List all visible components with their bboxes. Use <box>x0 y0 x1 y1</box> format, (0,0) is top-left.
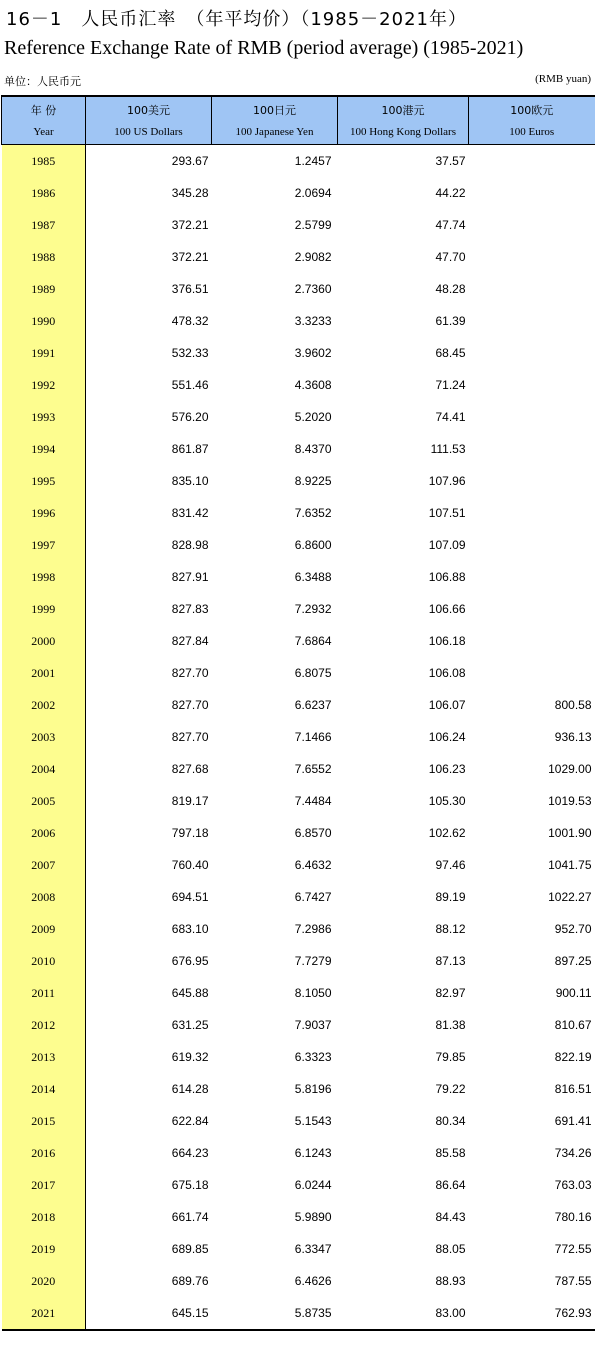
cell-usd: 675.18 <box>171 1178 209 1192</box>
cell-hkd: 86.64 <box>435 1178 466 1192</box>
cell-hkd: 37.57 <box>435 154 466 168</box>
cell-jpy: 6.1243 <box>294 1146 332 1160</box>
column-header-hkd-en: 100 Hong Kong Dollars <box>349 125 457 138</box>
table-row <box>2 433 595 465</box>
cell-hkd: 106.24 <box>428 730 466 744</box>
cell-year: 1985 <box>2 145 86 178</box>
cell-jpy: 7.1466 <box>294 730 332 744</box>
cell-usd: 861.87 <box>171 442 209 456</box>
cell-eur <box>469 209 595 241</box>
cell-eur: 1029.00 <box>548 762 592 776</box>
cell-usd: 614.28 <box>171 1082 209 1096</box>
cell-year: 1998 <box>2 561 86 593</box>
cell-hkd: 89.19 <box>435 890 466 904</box>
table-row <box>2 625 595 657</box>
cell-jpy: 5.1543 <box>294 1114 332 1128</box>
cell-usd: 827.68 <box>171 762 209 776</box>
cell-eur: 763.03 <box>554 1178 592 1192</box>
table-row <box>2 1009 595 1041</box>
cell-usd: 372.21 <box>171 250 209 264</box>
column-header-jpy-en: 100 Japanese Yen <box>235 125 314 138</box>
cell-eur: 1001.90 <box>548 826 592 840</box>
column-header-year <box>2 96 86 145</box>
table-row <box>2 1265 595 1297</box>
cell-jpy: 8.1050 <box>294 986 332 1000</box>
cell-usd: 345.28 <box>171 186 209 200</box>
cell-eur: 787.55 <box>554 1274 592 1288</box>
cell-hkd: 111.53 <box>430 442 466 456</box>
cell-year: 2009 <box>2 913 86 945</box>
cell-eur <box>469 593 595 625</box>
cell-hkd: 105.30 <box>428 794 466 808</box>
cell-hkd: 88.05 <box>435 1242 466 1256</box>
table-row <box>2 209 595 241</box>
cell-year: 1989 <box>2 273 86 305</box>
cell-eur <box>469 657 595 689</box>
table-row <box>2 657 595 689</box>
cell-hkd: 79.22 <box>435 1082 466 1096</box>
cell-hkd: 106.88 <box>428 570 466 584</box>
cell-hkd: 107.51 <box>428 506 466 520</box>
cell-eur: 952.70 <box>554 922 592 936</box>
cell-eur: 810.67 <box>554 1018 592 1032</box>
cell-hkd: 61.39 <box>435 314 466 328</box>
cell-eur <box>469 529 595 561</box>
cell-year: 1997 <box>2 529 86 561</box>
column-header-eur-en: 100 Euros <box>509 125 555 138</box>
cell-eur <box>469 497 595 529</box>
cell-jpy: 8.9225 <box>294 474 332 488</box>
cell-usd: 372.21 <box>171 218 209 232</box>
table-body <box>2 145 595 1331</box>
table-row <box>2 241 595 273</box>
cell-jpy: 3.9602 <box>294 346 332 360</box>
column-header-usd-en: 100 US Dollars <box>114 125 183 138</box>
column-header-jpy <box>212 96 338 145</box>
cell-usd: 827.70 <box>171 730 209 744</box>
cell-year: 1988 <box>2 241 86 273</box>
table-header-row <box>2 96 595 145</box>
cell-jpy: 2.0694 <box>294 186 332 200</box>
unit-label-en: (RMB yuan) <box>535 73 591 85</box>
cell-year: 1986 <box>2 177 86 209</box>
cell-usd: 683.10 <box>171 922 209 936</box>
table-row <box>2 849 595 881</box>
cell-jpy: 7.2932 <box>294 602 332 616</box>
cell-hkd: 106.23 <box>428 762 466 776</box>
column-header-eur-cn: 100欧元 <box>510 103 554 117</box>
column-header-year-cn: 年 份 <box>30 103 57 117</box>
table-row <box>2 1233 595 1265</box>
cell-hkd: 80.34 <box>435 1114 466 1128</box>
cell-usd: 293.67 <box>171 154 209 168</box>
cell-usd: 676.95 <box>171 954 209 968</box>
table-row <box>2 401 595 433</box>
cell-hkd: 74.41 <box>435 410 466 424</box>
cell-eur: 1019.53 <box>548 794 592 808</box>
cell-usd: 760.40 <box>171 858 209 872</box>
cell-eur: 1022.27 <box>548 890 592 904</box>
cell-jpy: 5.8196 <box>294 1082 332 1096</box>
cell-year: 1999 <box>2 593 86 625</box>
cell-jpy: 8.4370 <box>294 442 332 456</box>
cell-usd: 376.51 <box>171 282 209 296</box>
cell-eur: 936.13 <box>554 730 592 744</box>
cell-hkd: 106.08 <box>428 666 466 680</box>
table-row <box>2 1137 595 1169</box>
cell-usd: 694.51 <box>171 890 209 904</box>
cell-year: 2019 <box>2 1233 86 1265</box>
cell-eur: 897.25 <box>554 954 592 968</box>
cell-usd: 835.10 <box>171 474 209 488</box>
table-row <box>2 145 595 178</box>
column-header-year-en: Year <box>33 125 54 138</box>
cell-year: 1995 <box>2 465 86 497</box>
cell-jpy: 7.6352 <box>294 506 332 520</box>
cell-usd: 622.84 <box>171 1114 209 1128</box>
cell-eur: 816.51 <box>554 1082 592 1096</box>
cell-jpy: 5.8735 <box>212 1297 338 1330</box>
cell-usd: 664.23 <box>171 1146 209 1160</box>
cell-year: 2020 <box>2 1265 86 1297</box>
cell-eur <box>469 273 595 305</box>
column-header-usd <box>86 96 212 145</box>
column-header-eur <box>469 96 595 145</box>
table-row <box>2 1041 595 1073</box>
column-header-hkd <box>338 96 469 145</box>
cell-jpy: 7.2986 <box>294 922 332 936</box>
column-header-usd-cn: 100美元 <box>127 103 170 117</box>
column-header-jpy-cn: 100日元 <box>253 103 296 117</box>
cell-year: 2010 <box>2 945 86 977</box>
cell-eur: 734.26 <box>554 1146 592 1160</box>
cell-hkd: 97.46 <box>435 858 466 872</box>
cell-usd: 797.18 <box>171 826 209 840</box>
cell-usd: 645.15 <box>86 1297 212 1330</box>
cell-year: 2012 <box>2 1009 86 1041</box>
cell-usd: 828.98 <box>171 538 209 552</box>
cell-year: 2002 <box>2 689 86 721</box>
cell-hkd: 106.18 <box>428 634 466 648</box>
cell-jpy: 6.8075 <box>294 666 332 680</box>
table-row <box>2 177 595 209</box>
cell-year: 1987 <box>2 209 86 241</box>
cell-jpy: 7.4484 <box>294 794 332 808</box>
cell-usd: 631.25 <box>171 1018 209 1032</box>
table-row <box>2 721 595 753</box>
cell-usd: 831.42 <box>171 506 209 520</box>
cell-hkd: 44.22 <box>435 186 466 200</box>
cell-jpy: 6.3347 <box>294 1242 332 1256</box>
cell-jpy: 7.7279 <box>294 954 332 968</box>
cell-year: 1992 <box>2 369 86 401</box>
cell-year: 2004 <box>2 753 86 785</box>
cell-hkd: 88.93 <box>435 1274 466 1288</box>
table-row <box>2 561 595 593</box>
cell-hkd: 71.24 <box>435 378 466 392</box>
cell-usd: 645.88 <box>171 986 209 1000</box>
cell-usd: 478.32 <box>171 314 209 328</box>
table-row <box>2 497 595 529</box>
table-row <box>2 1201 595 1233</box>
cell-eur <box>469 561 595 593</box>
table-row <box>2 369 595 401</box>
cell-jpy: 1.2457 <box>294 154 332 168</box>
cell-year: 2005 <box>2 785 86 817</box>
cell-year: 2006 <box>2 817 86 849</box>
cell-year: 1994 <box>2 433 86 465</box>
cell-jpy: 6.4632 <box>294 858 332 872</box>
cell-jpy: 7.6552 <box>294 762 332 776</box>
cell-jpy: 6.7427 <box>294 890 332 904</box>
cell-hkd: 83.00 <box>338 1297 469 1330</box>
cell-usd: 819.17 <box>171 794 209 808</box>
cell-hkd: 106.66 <box>428 602 466 616</box>
table-row <box>2 305 595 337</box>
cell-eur <box>469 241 595 273</box>
cell-eur: 1041.75 <box>548 858 592 872</box>
page-title-cn: 16－1 人民币汇率 （年平均价）（1985－2021年） <box>6 9 467 30</box>
cell-hkd: 47.74 <box>435 218 466 232</box>
cell-eur <box>469 625 595 657</box>
cell-hkd: 102.62 <box>428 826 466 840</box>
cell-hkd: 107.09 <box>428 538 466 552</box>
cell-year: 1996 <box>2 497 86 529</box>
cell-eur <box>469 433 595 465</box>
cell-year: 2007 <box>2 849 86 881</box>
cell-year: 1990 <box>2 305 86 337</box>
cell-jpy: 3.3233 <box>294 314 332 328</box>
cell-jpy: 6.3323 <box>294 1050 332 1064</box>
cell-year: 1993 <box>2 401 86 433</box>
cell-eur <box>469 305 595 337</box>
cell-year: 2003 <box>2 721 86 753</box>
table-row <box>2 689 595 721</box>
cell-usd: 551.46 <box>171 378 209 392</box>
table-row <box>2 1169 595 1201</box>
cell-eur: 772.55 <box>554 1242 592 1256</box>
cell-jpy: 7.9037 <box>294 1018 332 1032</box>
table-row <box>2 881 595 913</box>
cell-hkd: 79.85 <box>435 1050 466 1064</box>
cell-usd: 619.32 <box>171 1050 209 1064</box>
cell-eur: 800.58 <box>554 698 592 712</box>
cell-hkd: 87.13 <box>435 954 466 968</box>
cell-year: 2021 <box>2 1297 86 1330</box>
cell-eur <box>469 337 595 369</box>
cell-year: 2011 <box>2 977 86 1009</box>
page-title-en: Reference Exchange Rate of RMB (period average) (1985-2021) <box>4 37 524 59</box>
cell-usd: 827.84 <box>171 634 209 648</box>
cell-jpy: 6.4626 <box>294 1274 332 1288</box>
cell-eur <box>469 145 595 178</box>
cell-year: 2001 <box>2 657 86 689</box>
cell-eur: 900.11 <box>555 986 592 1000</box>
table-row <box>2 785 595 817</box>
cell-year: 2015 <box>2 1105 86 1137</box>
cell-eur <box>469 177 595 209</box>
cell-jpy: 7.6864 <box>294 634 332 648</box>
cell-jpy: 6.8570 <box>294 826 332 840</box>
table-row <box>2 529 595 561</box>
cell-jpy: 6.8600 <box>294 538 332 552</box>
cell-usd: 827.70 <box>171 666 209 680</box>
cell-hkd: 47.70 <box>435 250 466 264</box>
cell-hkd: 84.43 <box>435 1210 466 1224</box>
cell-usd: 576.20 <box>171 410 209 424</box>
table-row <box>2 1297 595 1330</box>
table-row <box>2 913 595 945</box>
cell-eur <box>469 465 595 497</box>
cell-year: 2008 <box>2 881 86 913</box>
table-row <box>2 945 595 977</box>
cell-eur <box>469 369 595 401</box>
table-row <box>2 593 595 625</box>
cell-usd: 827.91 <box>171 570 209 584</box>
cell-hkd: 106.07 <box>428 698 466 712</box>
table-row <box>2 273 595 305</box>
cell-year: 2014 <box>2 1073 86 1105</box>
column-header-hkd-cn: 100港元 <box>381 103 425 117</box>
cell-year: 2013 <box>2 1041 86 1073</box>
cell-hkd: 82.97 <box>435 986 466 1000</box>
cell-eur <box>469 401 595 433</box>
cell-usd: 689.76 <box>171 1274 209 1288</box>
cell-eur: 822.19 <box>554 1050 592 1064</box>
exchange-rate-table <box>1 95 595 1331</box>
table-row <box>2 465 595 497</box>
table-row <box>2 1073 595 1105</box>
cell-usd: 827.70 <box>171 698 209 712</box>
cell-year: 2016 <box>2 1137 86 1169</box>
cell-hkd: 68.45 <box>435 346 466 360</box>
table-row <box>2 1105 595 1137</box>
cell-jpy: 5.2020 <box>294 410 332 424</box>
table-row <box>2 753 595 785</box>
cell-usd: 532.33 <box>171 346 209 360</box>
cell-hkd: 85.58 <box>435 1146 466 1160</box>
cell-usd: 661.74 <box>171 1210 209 1224</box>
cell-jpy: 2.7360 <box>294 282 332 296</box>
cell-jpy: 6.6237 <box>294 698 332 712</box>
cell-eur: 762.93 <box>469 1297 595 1330</box>
cell-jpy: 2.5799 <box>294 218 332 232</box>
cell-year: 2017 <box>2 1169 86 1201</box>
table-row <box>2 977 595 1009</box>
cell-eur: 780.16 <box>554 1210 592 1224</box>
cell-hkd: 107.96 <box>428 474 466 488</box>
unit-label-cn: 单位：人民币元 <box>4 75 81 88</box>
cell-usd: 827.83 <box>171 602 209 616</box>
cell-usd: 689.85 <box>171 1242 209 1256</box>
cell-hkd: 48.28 <box>435 282 466 296</box>
table-row <box>2 817 595 849</box>
cell-jpy: 4.3608 <box>294 378 332 392</box>
cell-year: 1991 <box>2 337 86 369</box>
cell-jpy: 5.9890 <box>294 1210 332 1224</box>
cell-eur: 691.41 <box>554 1114 592 1128</box>
cell-jpy: 6.3488 <box>294 570 332 584</box>
cell-hkd: 81.38 <box>435 1018 466 1032</box>
cell-year: 2000 <box>2 625 86 657</box>
table-row <box>2 337 595 369</box>
cell-jpy: 6.0244 <box>294 1178 332 1192</box>
cell-year: 2018 <box>2 1201 86 1233</box>
cell-jpy: 2.9082 <box>294 250 332 264</box>
cell-hkd: 88.12 <box>435 922 466 936</box>
